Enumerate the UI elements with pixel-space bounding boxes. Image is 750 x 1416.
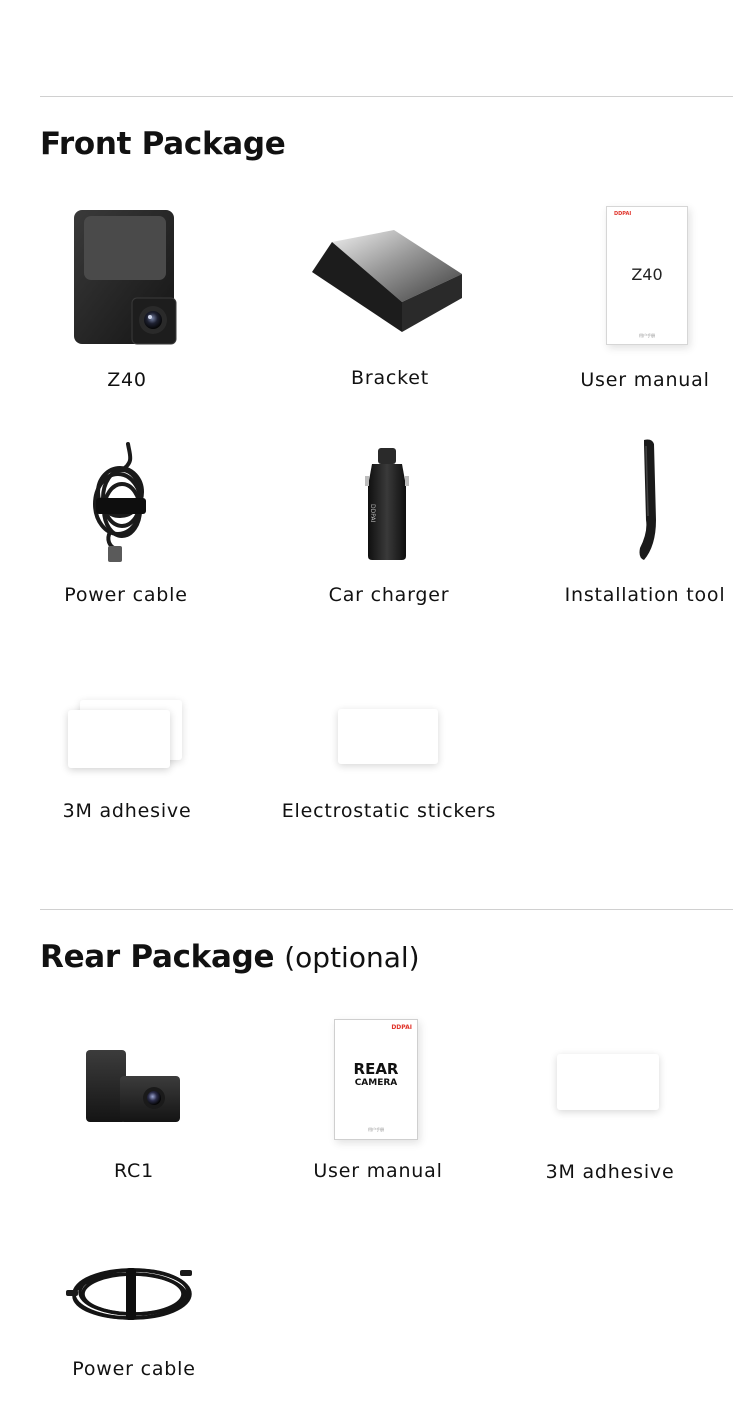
rear-manual-title-1: REAR xyxy=(353,1060,399,1078)
installation-tool-image xyxy=(634,436,660,562)
rear-manual-title-2: CAMERA xyxy=(354,1078,398,1088)
rear-3m-adhesive-image xyxy=(557,1054,659,1110)
rear-manual-brand-logo: DDPAI xyxy=(391,1024,412,1031)
electrostatic-stickers-label: Electrostatic stickers xyxy=(281,800,497,822)
rear-camera-manual-booklet xyxy=(334,1019,418,1140)
power-cable-image xyxy=(92,440,150,564)
rear-package-subtitle: (optional) xyxy=(284,941,420,974)
rear-manual-footer: 用户手册 xyxy=(368,1127,384,1132)
car-charger-label: Car charger xyxy=(328,584,450,606)
installation-tool-label: Installation tool xyxy=(564,584,726,606)
rear-package-heading xyxy=(40,939,420,975)
rear-package-title: Rear Package xyxy=(40,939,275,975)
divider-top xyxy=(40,96,733,97)
manual-footer: 用户手册 xyxy=(639,333,655,338)
electrostatic-sticker-image xyxy=(338,709,438,764)
rear-power-cable-image xyxy=(66,1264,196,1324)
rear-3m-adhesive-label: 3M adhesive xyxy=(545,1161,675,1183)
rc1-label: RC1 xyxy=(113,1160,155,1182)
divider-rear xyxy=(40,909,733,910)
manual-title: Z40 xyxy=(631,265,663,284)
3m-adhesive-image xyxy=(66,698,186,772)
z40-camera-image xyxy=(70,206,180,348)
bracket-label: Bracket xyxy=(350,367,430,389)
rc1-camera-image xyxy=(84,1048,184,1128)
rear-user-manual-label: User manual xyxy=(313,1160,443,1182)
manual-brand-logo: DDPAI xyxy=(614,211,632,217)
user-manual-label: User manual xyxy=(580,369,710,391)
power-cable-label: Power cable xyxy=(64,584,188,606)
user-manual-booklet xyxy=(606,206,688,345)
charger-brand: DDPAI xyxy=(369,504,376,523)
rear-power-cable-label: Power cable xyxy=(72,1358,196,1380)
3m-adhesive-label: 3M adhesive xyxy=(62,800,192,822)
car-charger-image xyxy=(364,446,410,562)
front-package-heading: Front Package xyxy=(40,126,286,162)
bracket-image xyxy=(310,228,466,334)
z40-label: Z40 xyxy=(107,369,147,391)
